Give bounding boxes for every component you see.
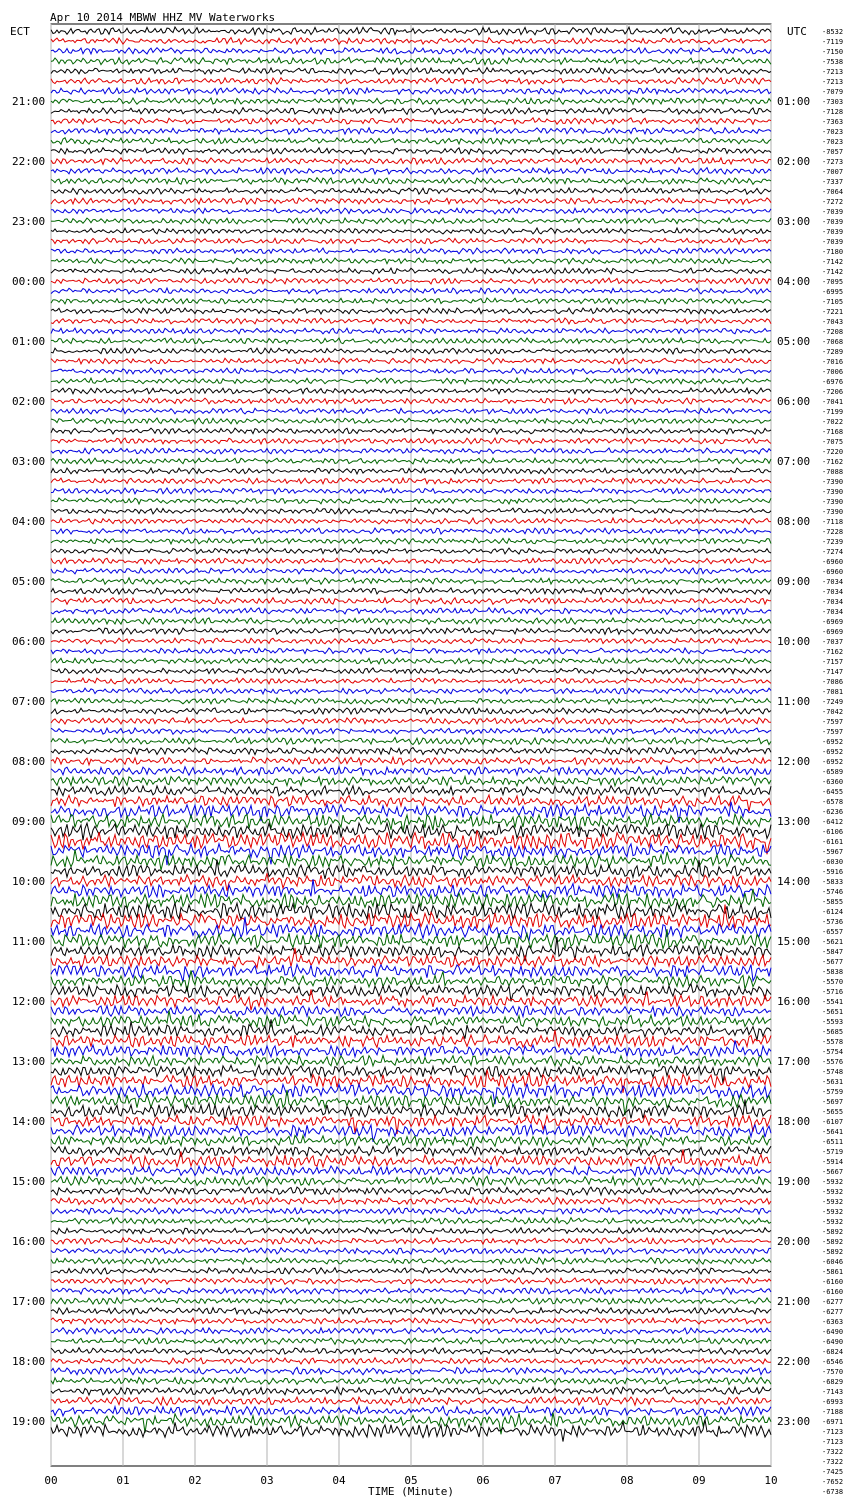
x-tick-label: 03	[260, 1474, 274, 1487]
row-offset-label: -6952	[822, 738, 844, 746]
left-hour-label: 15:00	[12, 1175, 46, 1188]
row-offset-label: -6107	[822, 1118, 844, 1126]
right-hour-label: 13:00	[777, 815, 811, 828]
left-hour-label: 08:00	[12, 755, 46, 768]
row-offset-label: -7597	[822, 718, 844, 726]
right-hour-label: 23:00	[777, 1415, 811, 1428]
row-offset-label: -7273	[822, 158, 844, 166]
row-offset-label: -7188	[822, 1408, 844, 1416]
row-offset-label: -7043	[822, 318, 844, 326]
row-offset-label: -7037	[822, 638, 844, 646]
row-offset-label: -6360	[822, 778, 844, 786]
row-offset-label: -7147	[822, 668, 844, 676]
x-tick-label: 08	[620, 1474, 634, 1487]
right-hour-label: 02:00	[777, 155, 811, 168]
left-hour-label: 13:00	[12, 1055, 46, 1068]
row-offset-label: -6993	[822, 1398, 844, 1406]
right-hour-label: 15:00	[777, 935, 811, 948]
row-offset-label: -6277	[822, 1308, 844, 1316]
left-hour-label: 05:00	[12, 575, 46, 588]
row-offset-label: -5754	[822, 1048, 844, 1056]
row-offset-label: -7039	[822, 238, 844, 246]
x-tick-label: 06	[476, 1474, 490, 1487]
right-hour-label: 10:00	[777, 635, 811, 648]
row-offset-label: -5932	[822, 1178, 844, 1186]
row-offset-label: -6236	[822, 808, 844, 816]
right-timezone-label: UTC	[787, 25, 807, 38]
row-offset-label: -6969	[822, 618, 844, 626]
row-offset-label: -5892	[822, 1238, 844, 1246]
row-offset-label: -5716	[822, 988, 844, 996]
row-offset-label: -7337	[822, 178, 844, 186]
row-offset-label: -7274	[822, 548, 844, 556]
row-offset-label: -5631	[822, 1078, 844, 1086]
row-offset-label: -5576	[822, 1058, 844, 1066]
row-offset-label: -6995	[822, 288, 844, 296]
row-offset-label: -5855	[822, 898, 844, 906]
right-hour-label: 12:00	[777, 755, 811, 768]
row-offset-label: -5621	[822, 938, 844, 946]
right-hour-label: 17:00	[777, 1055, 811, 1068]
row-offset-label: -5914	[822, 1158, 844, 1166]
row-offset-label: -5748	[822, 1068, 844, 1076]
right-hour-label: 04:00	[777, 275, 811, 288]
right-hour-label: 19:00	[777, 1175, 811, 1188]
row-offset-label: -7119	[822, 38, 844, 46]
row-offset-label: -7079	[822, 88, 844, 96]
row-offset-label: -7088	[822, 468, 844, 476]
row-offset-label: -6829	[822, 1378, 844, 1386]
row-offset-label: -7039	[822, 218, 844, 226]
row-offset-label: -7128	[822, 108, 844, 116]
row-offset-label: -7041	[822, 398, 844, 406]
right-hour-label: 05:00	[777, 335, 811, 348]
row-offset-label: -5838	[822, 968, 844, 976]
right-hour-label: 09:00	[777, 575, 811, 588]
left-hour-label: 04:00	[12, 515, 46, 528]
row-offset-label: -5736	[822, 918, 844, 926]
row-offset-label: -7095	[822, 278, 844, 286]
row-offset-label: -7118	[822, 518, 844, 526]
row-offset-label: -7390	[822, 498, 844, 506]
left-hour-label: 10:00	[12, 875, 46, 888]
row-offset-label: -7068	[822, 338, 844, 346]
row-offset-label: -7652	[822, 1478, 844, 1486]
row-offset-label: -7007	[822, 168, 844, 176]
row-offset-label: -7142	[822, 258, 844, 266]
right-hour-label: 08:00	[777, 515, 811, 528]
row-offset-label: -7390	[822, 488, 844, 496]
row-offset-label: -5651	[822, 1008, 844, 1016]
row-offset-label: -5746	[822, 888, 844, 896]
left-hour-label: 06:00	[12, 635, 46, 648]
row-offset-label: -7538	[822, 58, 844, 66]
left-hour-labels	[12, 95, 45, 1428]
row-offset-label: -5667	[822, 1168, 844, 1176]
row-offset-label: -7016	[822, 358, 844, 366]
row-offset-label: -7228	[822, 528, 844, 536]
row-offset-label: -6960	[822, 568, 844, 576]
row-offset-label: -7303	[822, 98, 844, 106]
left-hour-label: 19:00	[12, 1415, 46, 1428]
row-offset-label: -7249	[822, 698, 844, 706]
row-offset-label: -7022	[822, 418, 844, 426]
row-offset-label: -7034	[822, 578, 844, 586]
row-offset-label: -7221	[822, 308, 844, 316]
row-offset-label: -5967	[822, 848, 844, 856]
row-offset-label: -7042	[822, 708, 844, 716]
row-offset-label: -6557	[822, 928, 844, 936]
row-offset-label: -5932	[822, 1208, 844, 1216]
row-offset-label: -7142	[822, 268, 844, 276]
x-tick-label: 09	[692, 1474, 706, 1487]
left-hour-label: 14:00	[12, 1115, 46, 1128]
row-offset-label: -5932	[822, 1218, 844, 1226]
left-hour-label: 07:00	[12, 695, 46, 708]
left-hour-label: 12:00	[12, 995, 46, 1008]
row-offset-label: -7086	[822, 678, 844, 686]
row-offset-label: -7180	[822, 248, 844, 256]
row-offset-label: -6738	[822, 1488, 844, 1496]
row-offset-label: -5578	[822, 1038, 844, 1046]
row-offset-label: -5892	[822, 1248, 844, 1256]
row-offset-label: -6455	[822, 788, 844, 796]
row-offset-labels	[822, 28, 843, 1496]
row-offset-label: -7034	[822, 608, 844, 616]
row-offset-label: -6490	[822, 1338, 844, 1346]
row-offset-label: -6578	[822, 798, 844, 806]
row-offset-label: -7289	[822, 348, 844, 356]
x-tick-label: 01	[116, 1474, 130, 1487]
row-offset-label: -6277	[822, 1298, 844, 1306]
row-offset-label: -7123	[822, 1438, 844, 1446]
row-offset-label: -7363	[822, 118, 844, 126]
row-offset-label: -7206	[822, 388, 844, 396]
row-offset-label: -7064	[822, 188, 844, 196]
left-hour-label: 16:00	[12, 1235, 46, 1248]
row-offset-label: -6969	[822, 628, 844, 636]
row-offset-label: -5593	[822, 1018, 844, 1026]
right-hour-label: 07:00	[777, 455, 811, 468]
x-tick-label: 02	[188, 1474, 202, 1487]
right-hour-label: 16:00	[777, 995, 811, 1008]
right-hour-label: 06:00	[777, 395, 811, 408]
row-offset-label: -5861	[822, 1268, 844, 1276]
row-offset-label: -5892	[822, 1228, 844, 1236]
row-offset-label: -8532	[822, 28, 844, 36]
row-offset-label: -7208	[822, 328, 844, 336]
right-hour-label: 03:00	[777, 215, 811, 228]
right-hour-label: 14:00	[777, 875, 811, 888]
x-tick-label: 04	[332, 1474, 346, 1487]
left-timezone-label: ECT	[10, 25, 30, 38]
row-offset-label: -7213	[822, 78, 844, 86]
row-offset-label: -7157	[822, 658, 844, 666]
row-offset-label: -6589	[822, 768, 844, 776]
row-offset-label: -7322	[822, 1458, 844, 1466]
row-offset-label: -5719	[822, 1148, 844, 1156]
row-offset-label: -5697	[822, 1098, 844, 1106]
row-offset-label: -7425	[822, 1468, 844, 1476]
row-offset-label: -6030	[822, 858, 844, 866]
row-offset-label: -5916	[822, 868, 844, 876]
left-hour-label: 09:00	[12, 815, 46, 828]
row-offset-label: -7081	[822, 688, 844, 696]
row-offset-label: -7239	[822, 538, 844, 546]
x-tick-label: 10	[764, 1474, 778, 1487]
row-offset-label: -7034	[822, 588, 844, 596]
row-offset-label: -5570	[822, 978, 844, 986]
left-hour-label: 11:00	[12, 935, 46, 948]
row-offset-label: -5685	[822, 1028, 844, 1036]
row-offset-label: -5847	[822, 948, 844, 956]
row-offset-label: -5932	[822, 1188, 844, 1196]
row-offset-label: -6046	[822, 1258, 844, 1266]
row-offset-label: -7039	[822, 228, 844, 236]
row-offset-label: -6824	[822, 1348, 844, 1356]
row-offset-label: -6124	[822, 908, 844, 916]
row-offset-label: -6160	[822, 1278, 844, 1286]
right-hour-label: 18:00	[777, 1115, 811, 1128]
row-offset-label: -6363	[822, 1318, 844, 1326]
row-offset-label: -7272	[822, 198, 844, 206]
row-offset-label: -5833	[822, 878, 844, 886]
row-offset-label: -7123	[822, 1428, 844, 1436]
row-offset-label: -5759	[822, 1088, 844, 1096]
left-hour-label: 03:00	[12, 455, 46, 468]
left-hour-label: 17:00	[12, 1295, 46, 1308]
row-offset-label: -7322	[822, 1448, 844, 1456]
row-offset-label: -6952	[822, 748, 844, 756]
row-offset-label: -7390	[822, 508, 844, 516]
row-offset-label: -7390	[822, 478, 844, 486]
row-offset-label: -7023	[822, 138, 844, 146]
row-offset-label: -5641	[822, 1128, 844, 1136]
row-offset-label: -7162	[822, 458, 844, 466]
chart-title: Apr 10 2014 MBWW HHZ MV Waterworks	[50, 11, 276, 24]
row-offset-label: -6412	[822, 818, 844, 826]
left-hour-label: 23:00	[12, 215, 46, 228]
left-hour-label: 01:00	[12, 335, 46, 348]
right-hour-label: 22:00	[777, 1355, 811, 1368]
row-offset-label: -6960	[822, 558, 844, 566]
row-offset-label: -5677	[822, 958, 844, 966]
row-offset-label: -6971	[822, 1418, 844, 1426]
row-offset-label: -7213	[822, 68, 844, 76]
row-offset-label: -6161	[822, 838, 844, 846]
row-offset-label: -6106	[822, 828, 844, 836]
row-offset-label: -7199	[822, 408, 844, 416]
x-tick-label: 07	[548, 1474, 562, 1487]
row-offset-label: -7162	[822, 648, 844, 656]
x-tick-label: 00	[44, 1474, 58, 1487]
row-offset-label: -7168	[822, 428, 844, 436]
right-hour-label: 11:00	[777, 695, 811, 708]
row-offset-label: -7057	[822, 148, 844, 156]
row-offset-label: -6511	[822, 1138, 844, 1146]
row-offset-label: -6160	[822, 1288, 844, 1296]
row-offset-label: -6976	[822, 378, 844, 386]
row-offset-label: -6490	[822, 1328, 844, 1336]
row-offset-label: -7075	[822, 438, 844, 446]
row-offset-label: -7143	[822, 1388, 844, 1396]
row-offset-label: -7023	[822, 128, 844, 136]
right-hour-label: 20:00	[777, 1235, 811, 1248]
row-offset-label: -5655	[822, 1108, 844, 1116]
row-offset-label: -7034	[822, 598, 844, 606]
x-tick-label: 05	[404, 1474, 418, 1487]
row-offset-label: -5932	[822, 1198, 844, 1206]
row-offset-label: -6546	[822, 1358, 844, 1366]
left-hour-label: 18:00	[12, 1355, 46, 1368]
row-offset-label: -7150	[822, 48, 844, 56]
right-hour-label: 01:00	[777, 95, 811, 108]
row-offset-label: -7006	[822, 368, 844, 376]
left-hour-label: 22:00	[12, 155, 46, 168]
row-offset-label: -7570	[822, 1368, 844, 1376]
row-offset-label: -7597	[822, 728, 844, 736]
row-offset-label: -7220	[822, 448, 844, 456]
x-axis-label: TIME (Minute)	[367, 1485, 455, 1498]
left-hour-label: 21:00	[12, 95, 46, 108]
right-hour-labels	[777, 95, 810, 1428]
left-hour-label: 00:00	[12, 275, 46, 288]
right-hour-label: 21:00	[777, 1295, 811, 1308]
row-offset-label: -5541	[822, 998, 844, 1006]
left-hour-label: 02:00	[12, 395, 46, 408]
row-offset-label: -7105	[822, 298, 844, 306]
row-offset-label: -6952	[822, 758, 844, 766]
row-offset-label: -7039	[822, 208, 844, 216]
